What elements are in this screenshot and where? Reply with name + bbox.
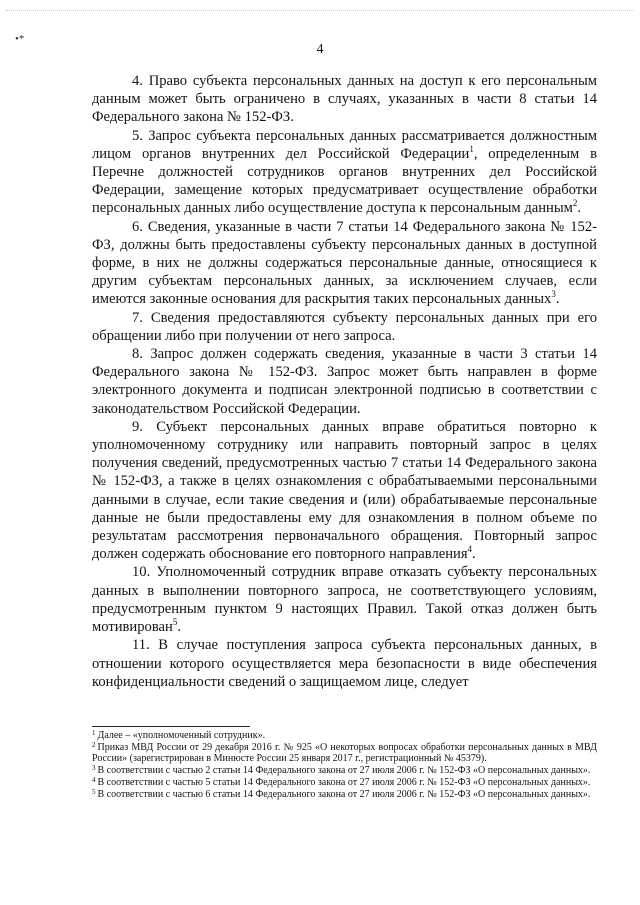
footnote-4: $^4$ В соответствии с частью 5 статьи 14 Федерального закона от 27 июля 2006 г. № 152-ФЗ «О персональных данных».: [92, 775, 591, 788]
footnote-ref-1: 1: [469, 143, 474, 154]
paragraph-8: 8. Запрос должен содержать сведения, указанные в части 3 статьи 14 Федерального закона № 152-ФЗ. Запрос может быть направлен в форме электронного документа и подписан электронной подписью в соответствии с законодательством Российской Федерации.: [92, 346, 597, 417]
footnote-2: $^2$ Приказ МВД России от 29 декабря 2016 г. № 925 «О некоторых вопросах обработки персональных данных в МВД России» (зарегистрирован в Минюсте России 25 января 2017 г., регистрационный № 45379).: [92, 740, 597, 765]
footnote-1: $^1$ Далее – «уполномоченный сотрудник».: [92, 729, 266, 741]
paragraph-4: 4. Право субъекта персональных данных на доступ к его персональным данным может быть ограничено в случаях, указанных в части 8 статьи 14 Федерального закона № 152-ФЗ.: [92, 73, 597, 126]
footnote-3: $^3$ В соответствии с частью 2 статьи 14 Федерального закона от 27 июля 2006 г. № 152-ФЗ «О персональных данных».: [92, 764, 591, 777]
body-text: [92, 72, 597, 691]
paragraph-5: 5. Запрос субъекта персональных данных рассматривается должностным лицом органов внутренних дел Российской Федерации$^1$, определенным в Перечне должностей сотрудников органов внутренних дел Российской Федерации, замещение которых предусматривает осуществление обработки персональных данных либо осуществление доступа к персональным данным$^2$.: [92, 127, 597, 217]
footnote-ref-5: 5: [172, 617, 178, 628]
corner-mark: •*: [15, 33, 25, 45]
footnote-5: $^5$ В соответствии с частью 6 статьи 14 Федерального закона от 27 июля 2006 г. № 152-ФЗ «О персональных данных».: [92, 787, 591, 800]
footnote-separator: [92, 726, 250, 727]
scan-top-border: [6, 10, 634, 11]
paragraph-9: 9. Субъект персональных данных вправе обратиться повторно к уполномоченному сотруднику или направить повторный запрос в целях получения сведений, предусмотренных частью 7 статьи 14 Федерального закона № 152-ФЗ, а также в целях ознакомления с обрабатываемыми персональными данными в случае, если такие сведения и (или) обрабатываемые персональные данные не были предоставлены ему для ознакомления в полном объеме по результатам рассмотрения первоначального обращения. Повторный запрос должен содержать обоснование его повторного направления$^4$.: [92, 418, 597, 563]
footnote-ref-3: 3: [551, 289, 556, 300]
footnote-ref-2: 2: [572, 198, 578, 209]
footnotes: [92, 730, 597, 800]
page-number: 4: [316, 42, 324, 57]
paragraph-6: 6. Сведения, указанные в части 7 статьи 14 Федерального закона № 152-ФЗ, должны быть предоставлены субъекту персональных данных в доступной форме, в них не должны содержаться персональные данные, относящиеся к другим субъектам персональных данных, за исключением случаев, если имеются законные основания для раскрытия таких персональных данных$^3$.: [92, 218, 597, 308]
footnote-ref-4: 4: [467, 544, 473, 555]
paragraph-7: 7. Сведения предоставляются субъекту персональных данных при его обращении либо при получении от него запроса.: [92, 309, 597, 344]
paragraph-11: 11. В случае поступления запроса субъекта персональных данных, в отношении которого осуществляется мера безопасности в виде обеспечения конфиденциальности сведений о защищаемом лице, следует: [92, 637, 597, 690]
paragraph-10: 10. Уполномоченный сотрудник вправе отказать субъекту персональных данных в выполнении повторного запроса, не соответствующего условиям, предусмотренным пунктом 9 настоящих Правил. Такой отказ должен быть мотивирован$^5$.: [92, 564, 597, 636]
